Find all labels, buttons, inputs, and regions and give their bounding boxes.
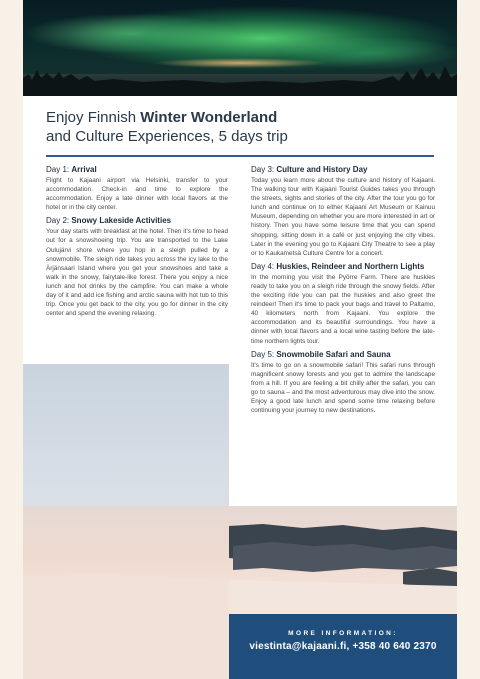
more-information-box bbox=[229, 614, 457, 679]
itinerary-right-column bbox=[251, 165, 435, 419]
day-name: Snowy Lakeside Activities bbox=[71, 216, 172, 226]
title-divider bbox=[46, 155, 434, 157]
title-prefix: Enjoy Finnish bbox=[46, 109, 141, 126]
day-heading bbox=[251, 262, 435, 272]
title-subtitle: and Culture Experiences, 5 days trip bbox=[46, 128, 288, 145]
info-label: MORE INFORMATION: bbox=[288, 630, 398, 637]
itinerary-left-column bbox=[46, 165, 228, 322]
day-label: Day 4: bbox=[251, 261, 277, 271]
title-highlight: Winter Wonderland bbox=[140, 109, 278, 126]
day-heading bbox=[46, 216, 228, 226]
day-name: Arrival bbox=[71, 165, 97, 174]
day-label: Day 2: bbox=[46, 216, 72, 226]
day-section bbox=[251, 262, 435, 346]
day-name: Culture and History Day bbox=[276, 165, 368, 174]
day-heading bbox=[251, 165, 435, 175]
day-text: Your day starts with breakfast at the hotel. Then it's time to head out for a snowshoeing trip. You are transported to the Lake Oulujärvi shore where you hop in a sleigh pulled by a snowmobile. The sleigh ride takes you across the icy lake to the Ärjänsaari Island where you get your snowshoes and take a walk in the snowy, fairytale-like forest. There you enjoy a nice lunch and hot drinks by the campfire. You can make a whole day of it and add ice fishing and arctic sauna with hot tub to this trip. Once you get back to the city, you go for dinner in the city center and spend the evening relaxing. bbox=[46, 228, 228, 318]
day-heading bbox=[46, 165, 228, 175]
page-title bbox=[46, 108, 446, 146]
day-text: It's time to go on a snowmobile safari! This safari runs through magnificent snowy forests and you get to admire the landscape from a hill. If you are feeling a bit chilly after the safari, you can go to sauna – and the most adventurous may dive into the snow. Enjoy a good late lunch and spend some time relaxing before continuing your journey to new destinations. bbox=[251, 361, 435, 415]
day-name: Huskies, Reindeer and Northern Lights bbox=[276, 261, 425, 271]
day-section bbox=[251, 350, 435, 416]
day-label: Day 3: bbox=[251, 165, 277, 174]
day-section bbox=[46, 165, 228, 212]
day-label: Day 5: bbox=[251, 349, 277, 359]
day-text: Today you learn more about the culture and history of Kajaani. The walking tour with Kajaani Tourist Guides takes you through the streets, sights and stories of the city. After the tour you go for lunch and continue on to either Kajaani Art Museum or Kainuu Museum, depending on whether you are more interested in art or history. Then you have some leisure time that you can spend shopping, sitting down in a café or just enjoying the city vibes. Later in the evening you go to Kajaani City Theatre to see a play or to Kaukametsä Culture Centre for a concert. bbox=[251, 177, 436, 257]
contact-details[interactable]: viestinta@kajaani.fi, +358 40 640 2370 bbox=[249, 641, 437, 652]
northern-lights-photo bbox=[23, 0, 457, 96]
day-name: Snowmobile Safari and Sauna bbox=[276, 349, 391, 359]
day-text: In the morning you visit the Pyörre Farm. There are huskies ready to take you on a sleigh ride through the snowy fields. After the exciting ride you can pat the huskies and also greet the reindeer! Then it's time to pack your bags and travel to Paltamo, 40 kilometers north from Kajaani. You explore the accommodation and its beautiful surroundings. You have a dinner with local flavors and a local wine tasting before the late-time northern lights tour. bbox=[251, 273, 435, 345]
day-section bbox=[251, 165, 435, 258]
day-label: Day 1: bbox=[46, 165, 72, 174]
day-section bbox=[46, 216, 228, 318]
day-heading bbox=[251, 350, 435, 360]
day-text: Flight to Kajaani airport via Helsinki, transfer to your accommodation. Check-in and time to explore the accommodation. Enjoy a late dinner with local flavors at the hotel or in the city center. bbox=[46, 177, 228, 212]
